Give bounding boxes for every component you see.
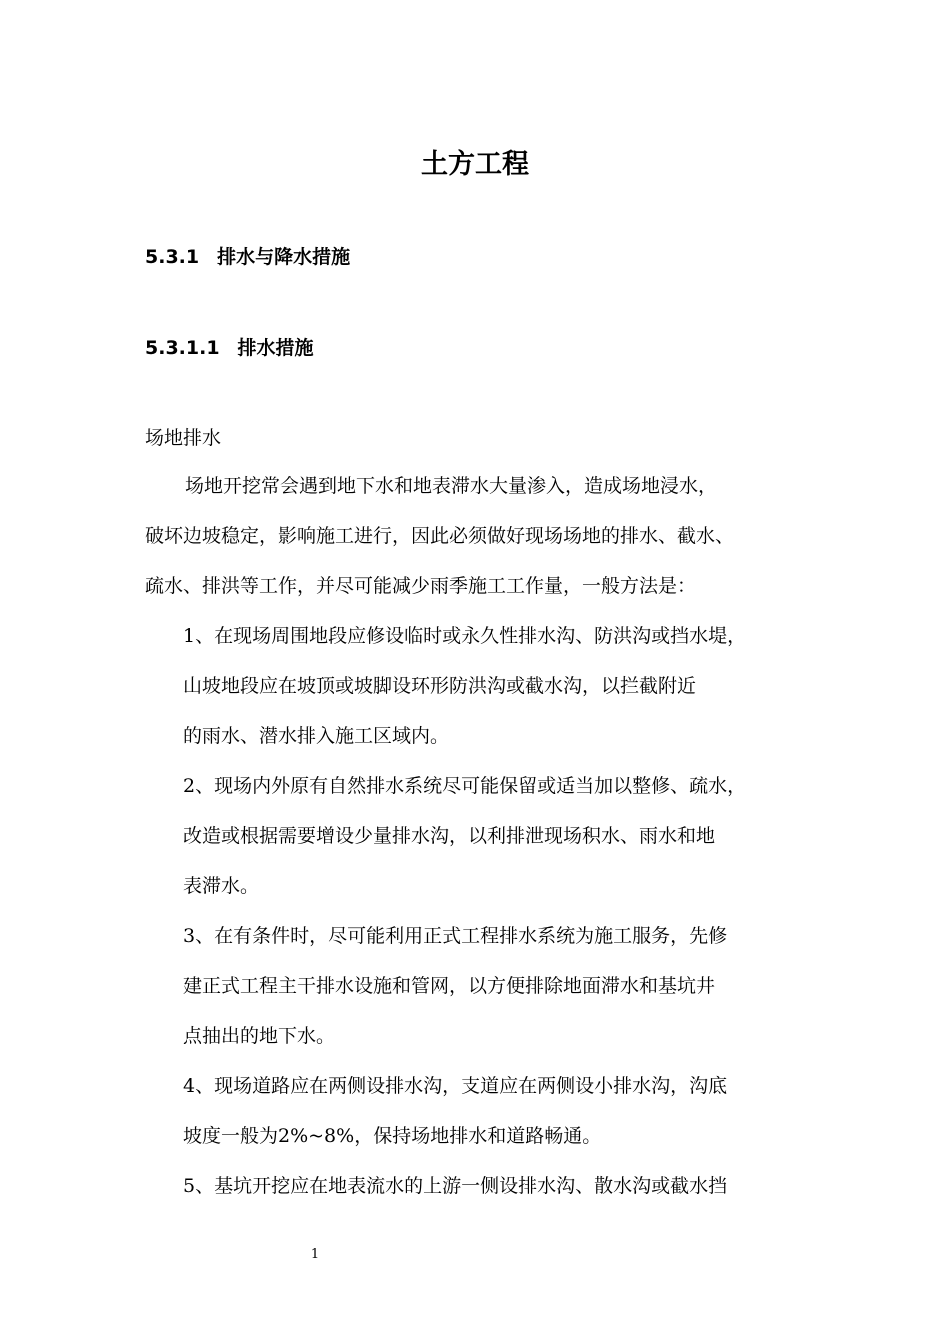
list-item-line: 坡度一般为2%~8%，保持场地排水和道路畅通。	[183, 1125, 602, 1147]
list-item-line: 的雨水、潜水排入施工区域内。	[183, 725, 450, 747]
list-item-line: 4、现场道路应在两侧设排水沟，支道应在两侧设小排水沟，沟底	[183, 1075, 728, 1097]
section-heading	[145, 242, 350, 272]
list-item-line: 5、基坑开挖应在地表流水的上游一侧设排水沟、散水沟或截水挡	[183, 1175, 728, 1197]
section-number: 5.3.1	[145, 246, 200, 268]
page-number: 1	[310, 1247, 320, 1262]
section-title: 排水与降水措施	[217, 246, 351, 268]
document-title: 土方工程	[421, 149, 529, 180]
list-item-line: 山坡地段应在坡顶或坡脚设环形防洪沟或截水沟，以拦截附近	[183, 675, 697, 697]
list-item-line: 建正式工程主干排水设施和管网，以方便排除地面滞水和基坑井	[183, 975, 716, 997]
intro-line: 破坏边坡稳定，影响施工进行，因此必须做好现场场地的排水、截水、	[145, 525, 735, 547]
list-item-line: 改造或根据需要增设少量排水沟，以利排泄现场积水、雨水和地	[183, 825, 716, 847]
list-item-line: 表滞水。	[183, 875, 260, 897]
subsection-number: 5.3.1.1	[145, 337, 220, 359]
subsection-title: 排水措施	[237, 337, 314, 359]
intro-line: 疏水、排洪等工作，并尽可能减少雨季施工工作量，一般方法是：	[145, 575, 697, 597]
intro-line: 场地开挖常会遇到地下水和地表滞水大量渗入，造成场地浸水，	[185, 475, 718, 497]
subheading: 场地排水	[145, 427, 222, 449]
list-item-line: 1、在现场周围地段应修设临时或永久性排水沟、防洪沟或挡水堤，	[183, 625, 747, 647]
subsection-heading	[145, 333, 314, 363]
list-item-line: 点抽出的地下水。	[183, 1025, 336, 1047]
list-item-line: 2、现场内外原有自然排水系统尽可能保留或适当加以整修、疏水，	[183, 775, 747, 797]
list-item-line: 3、在有条件时，尽可能利用正式工程排水系统为施工服务，先修	[183, 925, 728, 947]
